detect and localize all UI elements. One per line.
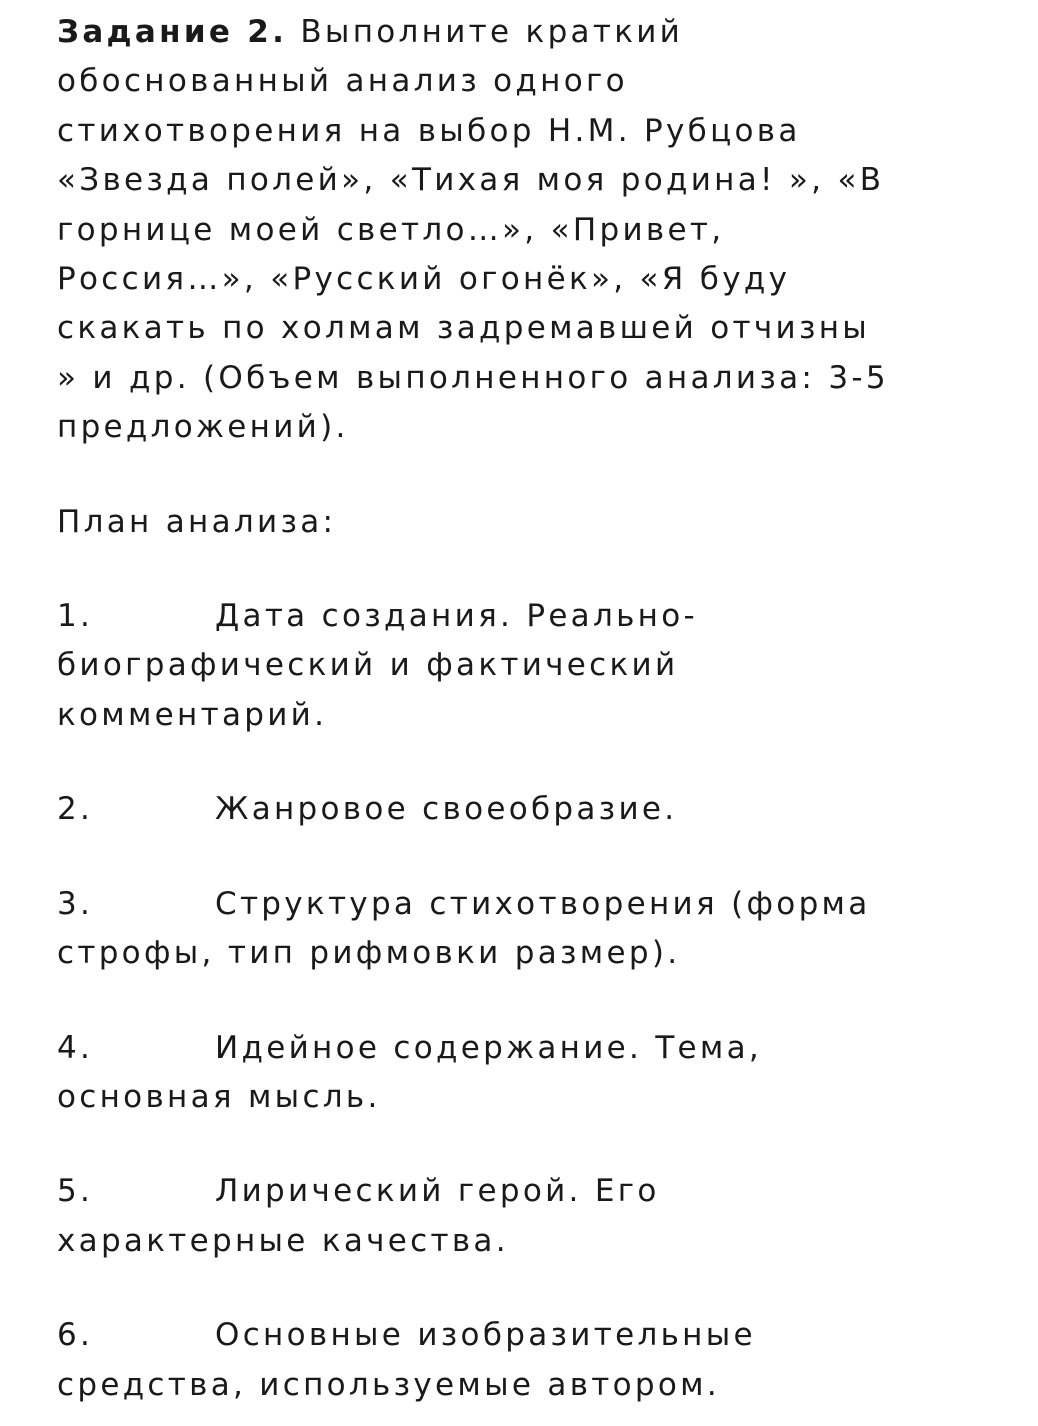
plan-item-text: комментарий.: [57, 696, 328, 733]
plan-item-text: Жанровое своеобразие.: [215, 791, 678, 828]
plan-heading: План анализа:: [57, 503, 337, 540]
plan-item-number: 3.: [57, 885, 94, 922]
task-line: » и др. (Объем выполненного анализа: 3-5: [57, 359, 889, 396]
task-label: Задание 2.: [57, 14, 288, 50]
plan-item-text: Дата создания. Реально-: [215, 598, 698, 635]
plan-item-text: биографический и фактический: [57, 647, 679, 684]
plan-item: [57, 785, 957, 834]
document-page: [57, 8, 957, 1410]
task-line: горнице моей светло…», «Привет,: [57, 211, 725, 248]
plan-item: [57, 880, 957, 979]
plan-list: [57, 592, 957, 1410]
task-line: стихотворения на выбор Н.М. Рубцова: [57, 112, 801, 149]
task-line: «Звезда полей», «Тихая моя родина! », «В: [57, 162, 885, 199]
plan-item-text: характерные качества.: [57, 1222, 509, 1259]
plan-item-text: Основные изобразительные: [215, 1317, 756, 1354]
plan-item-text: Лирический герой. Его: [215, 1173, 660, 1210]
task-line: [57, 8, 957, 57]
plan-item-number: 4.: [57, 1029, 94, 1066]
plan-item-text: основная мысль.: [57, 1078, 381, 1115]
plan-item-text: Структура стихотворения (форма: [215, 885, 871, 922]
plan-item: [57, 592, 957, 740]
plan-item: [57, 1311, 957, 1410]
task-line: скакать по холмам задремавшей отчизны: [57, 310, 871, 347]
task-line: обоснованный анализ одного: [57, 63, 628, 100]
plan-item: [57, 1167, 957, 1266]
plan-item-number: 5.: [57, 1173, 94, 1210]
plan-item-text: Идейное содержание. Тема,: [215, 1029, 763, 1066]
task-text: Выполните краткий: [287, 14, 684, 50]
plan-item: [57, 1024, 957, 1123]
plan-item-number: 2.: [57, 791, 94, 828]
plan-item-text: средства, используемые автором.: [57, 1366, 720, 1403]
task-line: предложений).: [57, 409, 349, 446]
plan-item-number: 6.: [57, 1317, 94, 1354]
task-paragraph: [57, 8, 957, 453]
plan-item-text: строфы, тип рифмовки размер).: [57, 935, 681, 972]
task-line: Россия…», «Русский огонёк», «Я буду: [57, 261, 791, 298]
plan-item-number: 1.: [57, 598, 94, 635]
